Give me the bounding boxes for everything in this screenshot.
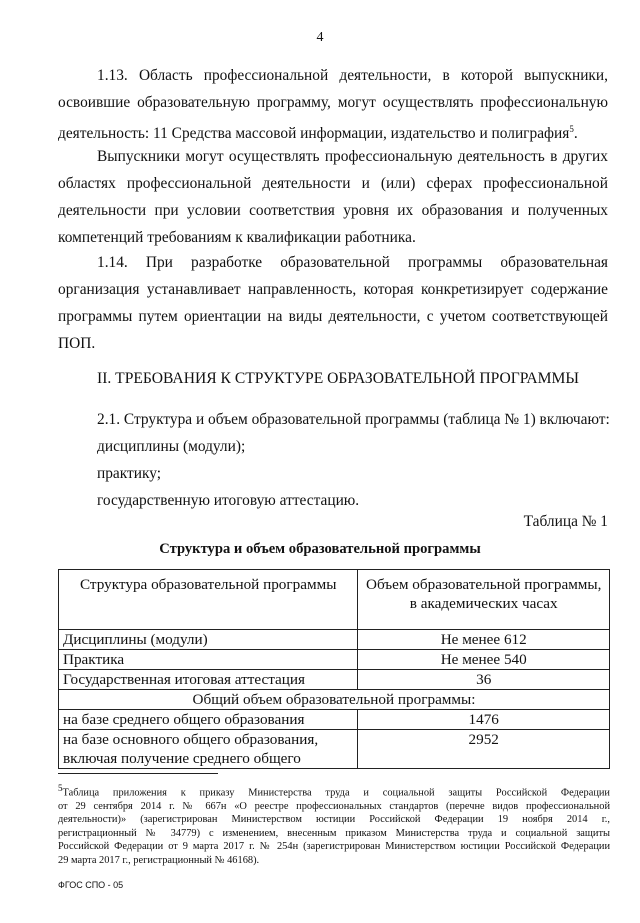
row-label-line: на базе основного общего образования, [63, 731, 319, 748]
table-row [59, 630, 610, 650]
row-value: 36 [358, 670, 610, 690]
footnote-line-text: Таблица приложения к приказу Министерства труда и социальной защиты Российской Федерации [62, 787, 610, 799]
footnote-line: Российской Федерации от 9 марта 2017 г. № 254н (зарегистрирован Министерством юстиции Российской Федерации [58, 841, 610, 853]
paragraph-1-13 [58, 62, 608, 147]
list-item: практику; [97, 465, 162, 482]
footnote-line: 29 марта 2017 г., регистрационный № 46168). [58, 854, 260, 866]
table-row [59, 710, 610, 730]
paragraph-graduates [58, 143, 608, 251]
paragraph-line: ПОП. [58, 335, 96, 352]
table-row [59, 650, 610, 670]
paragraph-2-1: 2.1. Структура и объем образовательной программы (таблица № 1) включают: [97, 411, 610, 428]
footnote-line: от 29 сентября 2014 г. № 667н «О реестре профессиональных стандартов (перечне видов профессиональной [58, 800, 610, 812]
paragraph-1-14 [58, 249, 608, 357]
header-cell-volume [358, 570, 610, 630]
header-text: Объем образовательной программы, [365, 576, 602, 593]
table-row [59, 670, 610, 690]
footnote-marker: 5 [58, 783, 63, 793]
footnote [58, 782, 610, 867]
section-heading: II. ТРЕБОВАНИЯ К СТРУКТУРЕ ОБРАЗОВАТЕЛЬНОЙ ПРОГРАММЫ [97, 370, 580, 387]
paragraph-line: программы путем ориентации на виды деятельности, с учетом соответствующей [58, 308, 608, 325]
row-value: Не менее 540 [358, 650, 610, 670]
footnote-line [58, 782, 610, 800]
row-label: Дисциплины (модули) [59, 630, 358, 650]
paragraph-line: 1.14. При разработке образовательной программы образовательная [97, 254, 608, 271]
table-title: Структура и объем образовательной программы [159, 541, 481, 557]
row-label-line: включая получение среднего общего [63, 750, 301, 767]
row-value: Не менее 612 [358, 630, 610, 650]
row-label: Государственная итоговая аттестация [59, 670, 358, 690]
header-text: в академических часах [409, 595, 558, 612]
table-row [59, 690, 610, 710]
footnote-reference: 5 [569, 124, 574, 134]
list-item: государственную итоговую аттестацию. [97, 492, 360, 509]
row-label: на базе среднего общего образования [59, 710, 358, 730]
paragraph-line-text: деятельность: 11 Средства массовой информации, издательство и полиграфия [58, 125, 570, 143]
paragraph-line: 1.13. Область профессиональной деятельности, в которой выпускники, [97, 67, 608, 84]
sentence-end: . [573, 125, 578, 143]
page-number: 4 [316, 30, 324, 45]
header-cell-structure: Структура образовательной программы [59, 570, 358, 630]
page-footer: ФГОС СПО - 05 [58, 880, 124, 890]
paragraph-line: Выпускники могут осуществлять профессиональную деятельность в других [97, 148, 608, 165]
footnote-line: регистрационный № 34779) с изменением, внесенным приказом Министерства труда и социальной защиты [58, 827, 610, 839]
list-item: дисциплины (модули); [97, 438, 246, 455]
row-label [59, 730, 358, 769]
footnote-separator [58, 773, 218, 774]
table-row [59, 730, 610, 769]
table-number: Таблица № 1 [523, 513, 608, 530]
footnote-line: деятельности)» (зарегистрирован Министерством юстиции Российской Федерации 19 ноября 2014 г., [58, 814, 610, 826]
paragraph-line: деятельности при условии соответствия уровня их образования и полученных [58, 202, 608, 219]
paragraph-line: компетенций требованиям к квалификации работника. [58, 229, 416, 246]
paragraph-line: областях профессиональной деятельности и (или) сферах профессиональной [58, 175, 608, 192]
paragraph-line: организация устанавливает направленность, которая конкретизирует содержание [58, 281, 608, 298]
paragraph-line: освоившие образовательную программу, могут осуществлять профессиональную [58, 94, 608, 111]
row-value: 1476 [358, 710, 610, 730]
row-value: 2952 [358, 730, 610, 769]
table-header-row [59, 570, 610, 630]
row-label: Практика [59, 650, 358, 670]
structure-table [58, 569, 610, 769]
total-header: Общий объем образовательной программы: [59, 690, 610, 710]
